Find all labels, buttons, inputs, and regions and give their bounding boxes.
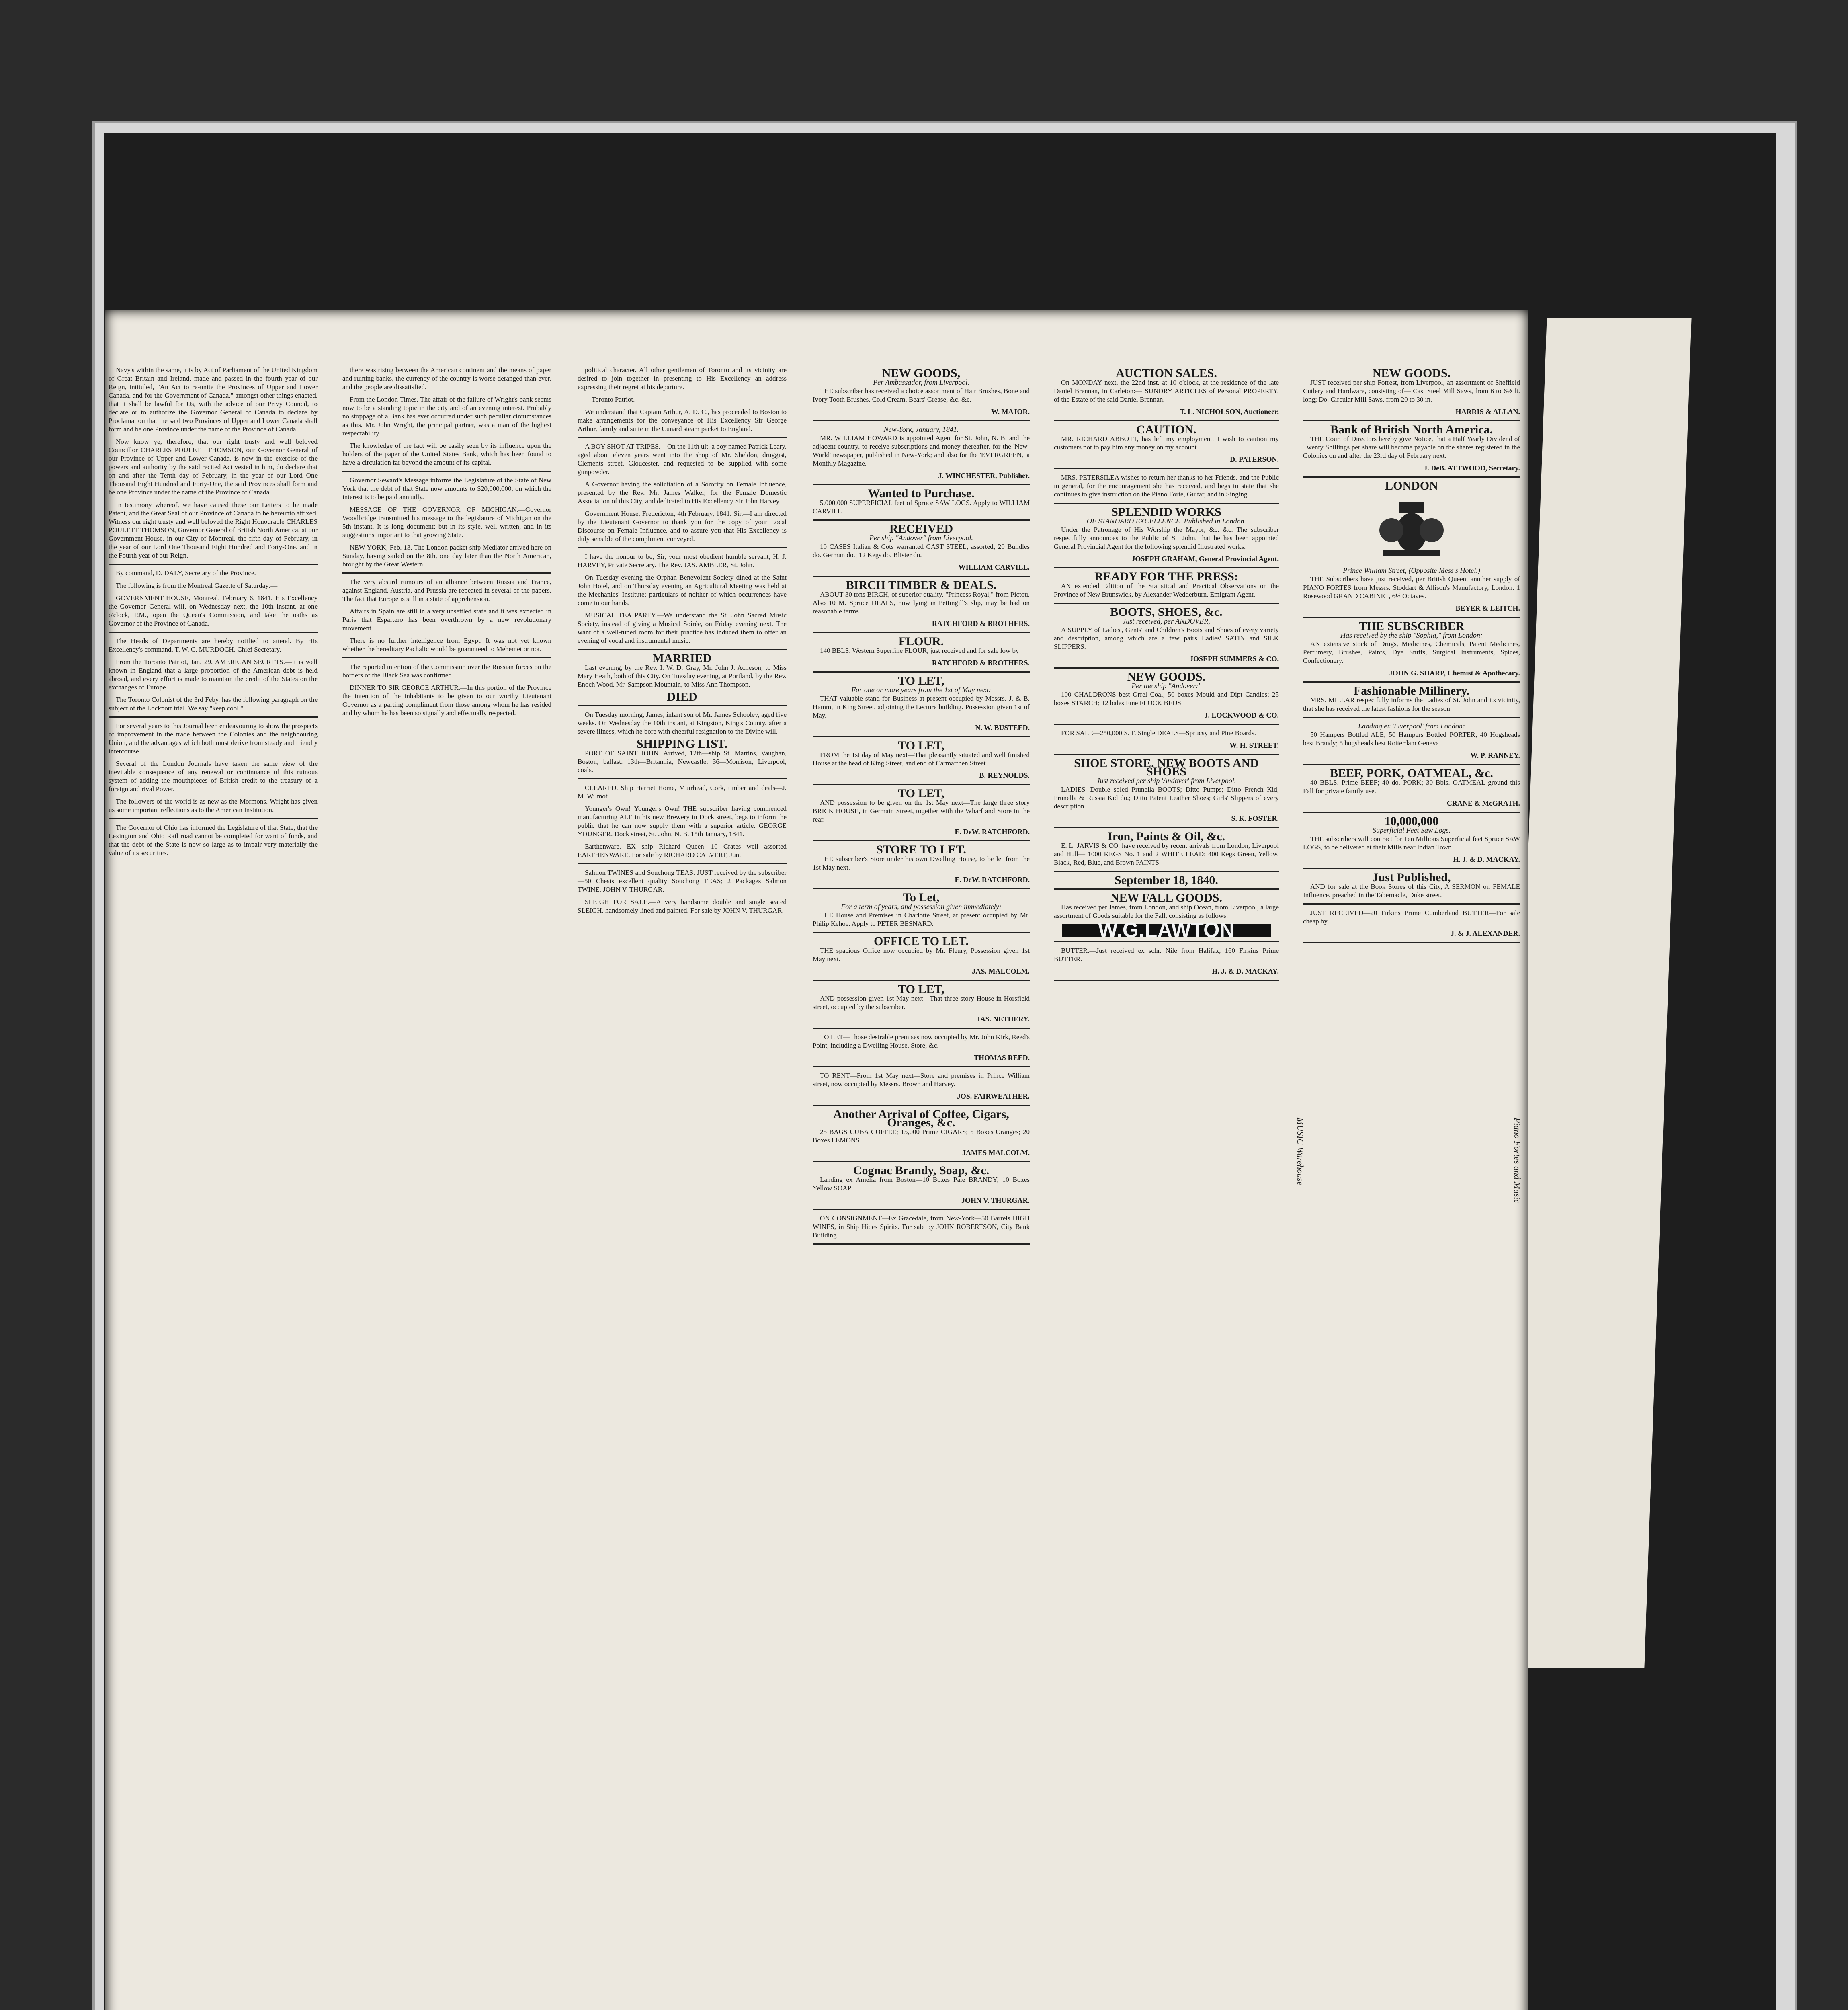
advertisement-body: MRS. PETERSILEA wishes to return her thanks to her Friends, and the Public in general, for the encouragement she has received, and begs to state that she continues to give instruction on the Piano Forte, Guitar, and in Singing. — [1054, 474, 1279, 498]
advertisement-heading: 10,000,000 — [1384, 814, 1439, 828]
advertisement-signature: JAS. MALCOLM. — [972, 967, 1030, 975]
advertisement-heading: NEW GOODS, — [882, 367, 961, 380]
column-rule — [813, 576, 1030, 577]
article-paragraph: By command, D. DALY, Secretary of the Province. — [116, 569, 256, 577]
advertisement — [1054, 505, 1279, 568]
article-paragraph: Salmon TWINES and Souchong TEAS. JUST received by the subscriber—50 Chests excellent quality Souchong TEAS; 2 Packages Salmon TWINE. JOHN V. THURGAR. — [578, 869, 787, 893]
advertisement-signature: W. MAJOR. — [991, 408, 1030, 416]
advertisement — [1054, 670, 1279, 725]
advertisement-subheading: Superficial Feet Saw Logs. — [1373, 826, 1451, 834]
advertisement-body: 5,000,000 SUPERFICIAL feet of Spruce SAW LOGS. Apply to WILLIAM CARVILL. — [813, 499, 1030, 515]
advertisement-body: A SUPPLY of Ladies', Gents' and Children's Boots and Shoes of every variety and description, among which are a few pairs Ladies' SATIN and SILK SLIPPERS. — [1054, 626, 1279, 650]
advertisement — [1303, 369, 1520, 421]
advertisement — [1054, 946, 1279, 981]
advertisement-heading: READY FOR THE PRESS: — [1094, 570, 1238, 583]
advertisement — [1054, 759, 1279, 828]
column-2 — [342, 366, 551, 721]
advertisement-body: E. L. JARVIS & CO. have received by recent arrivals from London, Liverpool and Hull— 1000 KEGS No. 1 and 2 WHITE LEAD; 400 Kegs Green, Yellow, Black, Red, Blue, and Brown PAINTS. — [1054, 842, 1279, 866]
column-rule — [109, 564, 318, 565]
advertisement — [1303, 619, 1520, 683]
article-paragraph: —Toronto Patriot. — [585, 396, 635, 403]
advertisement-signature: T. L. NICHOLSON, Auctioneer. — [1180, 408, 1279, 416]
advertisement — [1303, 769, 1520, 813]
advertisement-heading: Fashionable Millinery. — [1353, 684, 1470, 697]
advertisement-signature: JOSEPH SUMMERS & CO. — [1189, 655, 1279, 663]
advertisement-signature: J. DeB. ATTWOOD, Secretary. — [1424, 464, 1520, 472]
article-paragraph: On Tuesday morning, James, infant son of Mr. James Schooley, aged five weeks. On Wednesday the 10th instant, at Kingston, King's County, after a severe illness, which he bore with cheerful resignation to the Divine will. — [578, 711, 787, 735]
column-rule — [1303, 903, 1520, 904]
advertisement-signature: HARRIS & ALLAN. — [1455, 408, 1520, 416]
column-rule — [578, 547, 787, 548]
advertisement-subheading: OF STANDARD EXCELLENCE. Published in London. — [1086, 517, 1246, 525]
column-rule — [813, 932, 1030, 933]
advertisement-signature: RATCHFORD & BROTHERS. — [932, 619, 1030, 628]
advertisement-body: Under the Patronage of His Worship the Mayor, &c. &c. The subscriber respectfully announces to the Public of St. John, that he has been appointed General Provincial Agent for the following splendid Illustrated works. — [1054, 526, 1279, 550]
advertisement-signature: J. LOCKWOOD & CO. — [1204, 711, 1279, 719]
advertisement-signature: E. DeW. RATCHFORD. — [955, 828, 1030, 836]
advertisement-body: AND possession given 1st May next—That three story House in Horsfield street, occupied by the subscriber. — [813, 995, 1030, 1011]
advertisement — [1303, 684, 1520, 718]
advertisement — [813, 522, 1030, 577]
column-rule — [109, 818, 318, 819]
advertisement-subheading: Per the ship "Andover:" — [1131, 682, 1201, 690]
advertisement-signature: JAS. NETHERY. — [976, 1015, 1030, 1023]
advertisement — [813, 1071, 1030, 1106]
advertisement-body: 25 BAGS CUBA COFFEE; 15,000 Prime CIGARS; 5 Boxes Oranges; 20 Boxes LEMONS. — [813, 1128, 1030, 1144]
column-rule — [109, 632, 318, 633]
article-paragraph: Government House, Fredericton, 4th February, 1841. Sir,—I am directed by the Lieutenant Governor to thank you for the copy of your Local Discourse on Female Influence, and to assure you that His Excellency is duly sensible of the compliment conveyed. — [578, 510, 787, 543]
advertisement-body: 140 BBLS. Western Superfine FLOUR, just received and for sale low by — [820, 647, 1019, 654]
column-rule — [1303, 717, 1520, 718]
column-rule — [578, 863, 787, 864]
advertisement-body: FROM the 1st day of May next—That pleasantly situated and well finished House at the head of King Street, and end of Carmarthen Street. — [813, 751, 1030, 767]
column-rule — [1054, 468, 1279, 469]
advertisement-heading: BOOTS, SHOES, &c. — [1110, 605, 1223, 619]
advertisement-body: THE spacious Office now occupied by Mr. Fleury, Possession given 1st May next. — [813, 947, 1030, 963]
article-paragraph: there was rising between the American continent and the means of paper and ruining banks, the currency of the country is worse deranged than ever, and the people are dissatisfied. — [342, 366, 551, 391]
column-rule — [813, 1105, 1030, 1106]
column-4-advertisements — [813, 366, 1030, 1249]
column-5-advertisements — [1054, 366, 1279, 985]
advertisement — [1303, 873, 1520, 904]
column-rule — [813, 632, 1030, 633]
advertisement-signature: JOSEPH GRAHAM, General Provincial Agent. — [1131, 555, 1279, 563]
article-paragraph: Navy's within the same, it is by Act of Parliament of the United Kingdom of Great Britain and Ireland, made and passed in the fourth year of our Reign, intituled, "An Act to re-unite the Provinces of Upper and Lower Canada, and for the Government of Canada," amongst other things enacted, that it shall be lawful for Us, with the advice of our Privy Council, to declare or to authorize the Governor General of Canada to declare by Proclamation that the said two Provinces of Upper and Lower Canada shall form and be one Province under the name of the Province of Canada. — [109, 366, 318, 433]
advertisement-heading: STORE TO LET. — [876, 843, 966, 856]
column-rule — [1054, 754, 1279, 755]
advertisement-signature: JOHN V. THURGAR. — [961, 1196, 1030, 1204]
advertisement-body: On MONDAY next, the 22nd inst. at 10 o'clock, at the residence of the late Daniel Brennan, in Carleton:— SUNDRY ARTICLES of Personal PROPERTY, of the Estate of the said Daniel Brennan. — [1054, 379, 1279, 403]
advertisement-heading: THE SUBSCRIBER — [1358, 619, 1465, 633]
article-paragraph: SLEIGH FOR SALE.—A very handsome double and single seated SLEIGH, handsomely lined and painted. For sale by JOHN V. THURGAR. — [578, 898, 787, 914]
advertisement-signature: H. J. & D. MACKAY. — [1212, 967, 1279, 975]
column-rule — [813, 1028, 1030, 1029]
advertisement-heading: NEW FALL GOODS. — [1110, 891, 1223, 904]
advertisement-body: BUTTER.—Just received ex schr. Nile from Halifax, 160 Firkins Prime BUTTER. — [1054, 947, 1279, 963]
advertisement-signature: BEYER & LEITCH. — [1455, 604, 1520, 612]
article-paragraph: Now know ye, therefore, that our right trusty and well beloved Councillor CHARLES POULETT THOMSON, our Governor General of our Province of Upper and Lower Canada, is now in the exercise of the powers and authority by the said recited Act vested in him, do declare that on and after the Tenth day of February, in the year of our Lord One Thousand Eight Hundred and Forty-One, the said Provinces shall form and be one Province under the name of the Province of Canada. — [109, 438, 318, 496]
article-paragraph: Several of the London Journals have taken the same view of the inevitable consequence of any renewal or continuance of this ruinous system of adding the mouthpieces of British credit to the treasury of a foreign and rival Power. — [109, 760, 318, 793]
advertisement-signature: E. DeW. RATCHFORD. — [955, 876, 1030, 884]
column-rule — [813, 1161, 1030, 1162]
advertisement-body: THE subscriber's Store under his own Dwelling House, to be let from the 1st May next. — [813, 855, 1030, 871]
advertisement — [813, 1214, 1030, 1245]
advertisement-signature: J. & J. ALEXANDER. — [1450, 929, 1520, 937]
advertisement-body: THE subscriber has received a choice assortment of Hair Brushes, Bone and Ivory Tooth Brushes, Cold Cream, Bears' Grease, &c. &c. — [813, 387, 1030, 403]
article-paragraph: The followers of the world is as new as the Mormons. Wright has given us some important reflections as to the American Institution. — [109, 798, 318, 814]
advertisement — [1054, 832, 1279, 872]
article-paragraph: CLEARED. Ship Harriet Home, Muirhead, Cork, timber and deals—J. M. Wilmot. — [578, 784, 787, 800]
advertisement-heading: TO LET, — [898, 674, 944, 687]
advertisement-heading: NEW GOODS. — [1372, 367, 1451, 380]
article-paragraph: Governor Seward's Message informs the Legislature of the State of New York that the debt of that State now amounts to $20,000,000, on which the interest is to be paid annually. — [342, 476, 551, 501]
column-rule — [813, 1243, 1030, 1245]
advertisement-body: AND for sale at the Book Stores of this City, A SERMON on FEMALE Influence, preached in the Tabernacle, Duke street. — [1303, 883, 1520, 899]
advertisement-heading: SHOE STORE. NEW BOOTS AND SHOES — [1074, 757, 1259, 778]
advertisement — [813, 937, 1030, 981]
advertisement-heading: OFFICE TO LET. — [874, 935, 969, 948]
advertisement-body: JUST RECEIVED—20 Firkins Prime Cumberland BUTTER—For sale cheap by — [1303, 909, 1520, 925]
advertisement — [813, 1033, 1030, 1067]
advertisement-signature: JOHN G. SHARP, Chemist & Apothecary. — [1389, 669, 1520, 677]
advertisement — [813, 578, 1030, 633]
advertisement-heading: Just Published, — [1372, 871, 1451, 884]
column-rule — [813, 484, 1030, 485]
advertisement-body: Landing ex Amelia from Boston—10 Boxes Pale BRANDY; 10 Boxes Yellow SOAP. — [813, 1176, 1030, 1192]
advertisement-subheading: Prince William Street, (Opposite Mess's Hotel.) — [1343, 566, 1480, 574]
article-paragraph: Earthenware. EX ship Richard Queen—10 Crates well assorted EARTHENWARE. For sale by RICHARD CALVERT, Jun. — [578, 843, 787, 859]
advertisement — [1303, 814, 1520, 869]
column-rule — [813, 420, 1030, 421]
advertisement-body: TO LET—Those desirable premises now occupied by Mr. John Kirk, Reed's Point, including a Dwelling House, Store, &c. — [813, 1033, 1030, 1049]
column-rule — [813, 840, 1030, 841]
advertisement-body: LADIES' Double soled Prunella BOOTS; Ditto Pumps; Ditto French Kid, Prunella & Russia Kid do.; Ditto Patent Leather Shoes; Girls' Slippers of every description. — [1054, 786, 1279, 810]
column-rule — [1303, 420, 1520, 421]
advertisement — [1054, 891, 1279, 942]
advertisement-heading: CAUTION. — [1136, 423, 1196, 436]
advertisement-body: JUST received per ship Forrest, from Liverpool, an assortment of Sheffield Cutlery and Hardware, consisting of— Cast Steel Mill Saws, from 6 to 6½ ft. long; Do. Circular Mill Saws, from 20 to 30 in. — [1303, 379, 1520, 403]
advertisement-signature: B. REYNOLDS. — [979, 771, 1030, 779]
advertisement — [813, 425, 1030, 485]
advertisement — [1054, 369, 1279, 421]
advertisement-heading: RECEIVED — [889, 522, 953, 535]
column-rule — [1054, 603, 1279, 604]
vertical-label-right: Piano Fortes and Music — [1512, 1118, 1522, 1204]
advertisement — [813, 489, 1030, 521]
article-paragraph: MESSAGE OF THE GOVERNOR OF MICHIGAN.—Governor Woodbridge transmitted his message to the legislature of Michigan on the 5th instant. It is long document; but in its style, well written, and in its suggestions important to that growing State. — [342, 506, 551, 539]
article-paragraph: The reported intention of the Commission over the Russian forces on the borders of the Black Sea was confirmed. — [342, 663, 551, 679]
article-paragraph: Affairs in Spain are still in a very unsettled state and it was expected in Paris that Espartero has been overthrown by a new revolutionary movement. — [342, 607, 551, 632]
article-paragraph: The following is from the Montreal Gazette of Saturday:— — [116, 582, 278, 589]
column-rule — [813, 784, 1030, 785]
advertisement — [1303, 909, 1520, 943]
column-rule — [578, 705, 787, 706]
advertisement-subheading: Just received per ship 'Andover' from Liverpool. — [1096, 777, 1236, 785]
advertisement-signature: RATCHFORD & BROTHERS. — [932, 659, 1030, 667]
column-rule — [813, 736, 1030, 737]
article-paragraph: GOVERNMENT HOUSE, Montreal, February 6, 1841. His Excellency the Governor General will, on Wednesday next, the 10th instant, at one o'clock, P.M., open the Queen's Commission, and take the oaths as Governor of the Province of Canada. — [109, 594, 318, 627]
column-rule — [813, 1209, 1030, 1210]
advertisement-body: ON CONSIGNMENT—Ex Gracedale, from New-York—50 Barrels HIGH WINES, in Ship Hides Spirits. For sale by JOHN ROBERTSON, City Bank Building. — [813, 1214, 1030, 1239]
advertisement-subheading: New-York, January, 1841. — [883, 425, 959, 433]
advertisement — [813, 637, 1030, 673]
column-rule — [1303, 812, 1520, 813]
column-rule — [1303, 942, 1520, 943]
advertisement — [813, 369, 1030, 421]
advertisement-heading: Wanted to Purchase. — [868, 487, 975, 500]
advertisement-heading: FLOUR. — [898, 635, 944, 648]
advertisement-body: TO RENT—From 1st May next—Store and premises in Prince William street, now occupied by Messrs. Brown and Harvey. — [813, 1072, 1030, 1088]
advertisement-heading: Bank of British North America. — [1330, 423, 1493, 436]
column-rule — [1054, 667, 1279, 669]
column-rule — [1054, 827, 1279, 828]
article-paragraph: From the London Times. The affair of the failure of Wright's bank seems now to be a standing topic in the city and of an evening interest. Probably no stoppage of a Bank has ever occurred under such peculiar circumstances as this. Mr. John Wright, the principal partner, was a man of the highest respectability. — [342, 396, 551, 437]
column-rule — [342, 657, 551, 658]
section-heading: SHIPPING LIST. — [636, 737, 728, 751]
advertisement-heading: BEEF, PORK, OATMEAL, &c. — [1330, 767, 1493, 780]
advertisement-heading: Iron, Paints & Oil, &c. — [1108, 830, 1225, 843]
advertisement-heading: Cognac Brandy, Soap, &c. — [853, 1164, 990, 1177]
advertisement-subheading: Per ship "Andover" from Liverpool. — [869, 534, 973, 542]
advertisement — [1054, 729, 1279, 755]
advertisement-body: ABOUT 30 tons BIRCH, of superior quality, "Princess Royal," from Pictou. Also 10 M. Spruce DEALS, now lying in Pettingill's slip, may be had on reasonable terms. — [813, 591, 1030, 615]
advertisement — [813, 674, 1030, 737]
article-paragraph: The Governor of Ohio has informed the Legislature of that State, that the Lexington and Ohio Rail road cannot be completed for want of funds, and that the debt of the State is now so large as to impair very materially the value of its securities. — [109, 824, 318, 857]
column-rule — [813, 1066, 1030, 1067]
column-rule — [342, 471, 551, 472]
article-paragraph: MUSICAL TEA PARTY.—We understand the St. John Sacred Music Society, instead of giving a Musical Soirée, on Friday evening next. The want of a well-tuned room for their practice has induced them to offer an evening of vocal and instrumental music. — [578, 611, 787, 644]
advertisement — [1054, 572, 1279, 604]
column-rule — [1054, 888, 1279, 890]
article-paragraph: political character. All other gentlemen of Toronto and its vicinity are desired to join together in presenting to His Excellency an address expressing their regret at his departure. — [578, 366, 787, 391]
advertisement-heading: LONDON — [1385, 479, 1438, 492]
advertisement — [813, 845, 1030, 889]
advertisement — [813, 1110, 1030, 1162]
advertisement-signature: J. WINCHESTER, Publisher. — [938, 472, 1030, 480]
advertisement-body: AN extended Edition of the Statistical and Practical Observations on the Province of New Brunswick, by Alexander Wedderburn, Emigrant Agent. — [1054, 582, 1279, 598]
advertisement-subheading: Landing ex 'Liverpool' from London: — [1358, 722, 1465, 730]
column-3 — [578, 366, 787, 919]
advertisement-body: 10 CASES Italian & Cots warranted CAST STEEL, assorted; 20 Bundles do. German do.; 12 Kegs do. Blister do. — [813, 543, 1030, 559]
article-paragraph: The Toronto Colonist of the 3rd Feby. has the following paragraph on the subject of the Lockport trial. We say "keep cool." — [109, 696, 318, 712]
advertisement-body: AN extensive stock of Drugs, Medicines, Chemicals, Patent Medicines, Perfumery, Brushes, Paints, Dye Stuffs, Surgical Instruments, Spices, Confectionery. — [1303, 640, 1520, 665]
advertisement-body: FOR SALE—250,000 S. F. Single DEALS—Sprucsy and Pine Boards. — [1061, 729, 1256, 737]
advertisement-signature: CRANE & McGRATH. — [1446, 799, 1520, 807]
advertisement-signature: JOS. FAIRWEATHER. — [957, 1092, 1030, 1100]
column-rule — [1303, 617, 1520, 618]
royal-crest-icon — [1371, 494, 1452, 562]
article-paragraph: A Governor having the solicitation of a Sorority on Female Influence, presented by the Rev. Mr. James Walker, for the Female Domestic Association of this City, and dedicated to His Excellency Sir John Harvey. — [578, 480, 787, 505]
column-rule — [813, 519, 1030, 521]
advertisement-signature: H. J. & D. MACKAY. — [1453, 855, 1520, 863]
column-rule — [578, 649, 787, 650]
advertisement-heading: SPLENDID WORKS — [1111, 505, 1221, 519]
article-paragraph: In testimony whereof, we have caused these our Letters to be made Patent, and the Great Seal of our Province of Canada to be hereunto affixed. Witness our right trusty and well beloved the Right Honourable CHARLES POULETT THOMSON, Governor General of British North America, at our Government House, in our City of Montreal, the fifth day of February, in the year of our Lord One Thousand Eight Hundred and Forty-One, and in the Fourth year of our Reign. — [109, 501, 318, 559]
article-paragraph: Last evening, by the Rev. I. W. D. Gray, Mr. John J. Acheson, to Miss Mary Heath, both of this City. On Tuesday evening, at Portland, by the Rev. Enoch Wood, Mr. Sampson Mountain, to Miss Ann Thompson. — [578, 664, 787, 688]
advertisement-heading: BIRCH TIMBER & DEALS. — [846, 578, 997, 592]
column-rule — [1054, 871, 1279, 872]
advertisement-body: THE Subscribers have just received, per British Queen, another supply of PIANO FORTES from Messrs. Stoddart & Allison's Manufactory, London. 1 Rosewood GRAND CABINET, 6½ Octaves. — [1303, 575, 1520, 600]
column-rule — [1303, 681, 1520, 683]
column-6-advertisements — [1303, 366, 1520, 947]
article-paragraph: The very absurd rumours of an alliance between Russia and France, against England, Austria, and Prussia are repeated in several of the papers. The fact that Europe is still in a state of apprehension. — [342, 578, 551, 603]
advertisement-heading: Another Arrival of Coffee, Cigars, Oranges, &c. — [833, 1108, 1009, 1129]
column-rule — [578, 437, 787, 438]
advertisement — [1054, 473, 1279, 504]
column-1 — [109, 366, 318, 861]
advertisement-subheading: Per Ambassador, from Liverpool. — [873, 378, 969, 386]
advertisement — [1054, 876, 1279, 890]
advertisement — [1054, 425, 1279, 469]
column-rule — [1054, 503, 1279, 504]
lawton-banner: W.G.LAWTON — [1062, 924, 1271, 937]
article-paragraph: For several years to this Journal been endeavouring to show the prospects of improvement in the trade between the Colonies and the neighbouring Union, and the advantages which both must derive from steady and friendly intercourse. — [109, 722, 318, 755]
advertisement-signature: W. H. STREET. — [1229, 741, 1279, 749]
advertisement-subheading: Has received by the ship "Sophia," from London: — [1340, 631, 1483, 639]
column-rule — [1303, 764, 1520, 765]
column-rule — [813, 888, 1030, 889]
advertisement-heading: To Let, — [903, 891, 940, 904]
advertisement-heading: September 18, 1840. — [1115, 874, 1218, 887]
advertisement — [813, 741, 1030, 785]
article-paragraph: I have the honour to be, Sir, your most obedient humble servant, H. J. HARVEY, Private Secretary. The Rev. JAS. AMBLER, St. John. — [578, 553, 787, 569]
advertisement-body: AND possession to be given on the 1st May next—The large three story BRICK HOUSE, in Germain Street, together with the Wharf and Store in the rear. — [813, 799, 1030, 823]
advertisement-subheading: Just received, per ANDOVER, — [1123, 617, 1210, 625]
advertisement-body: THE Court of Directors hereby give Notice, that a Half Yearly Dividend of Twenty Shillings per share will become payable on the shares registered in the Colonies on and after the 23rd day of February next. — [1303, 435, 1520, 459]
advertisement-heading: AUCTION SALES. — [1116, 367, 1217, 380]
article-paragraph: On Tuesday evening the Orphan Benevolent Society dined at the Saint John Hotel, and on Thursday evening an Agricultural Meeting was held at the Mechanics' Institute; particulars of neither of which occurrences have come to our hands. — [578, 574, 787, 607]
advertisement — [1303, 479, 1520, 618]
advertisement — [1303, 425, 1520, 478]
article-paragraph: From the Toronto Patriot, Jan. 29. AMERICAN SECRETS.—It is well known in England that a large proportion of the American debt is held abroad, and every effort is made to maintain the credit of the States on the exchanges of Europe. — [109, 658, 318, 691]
advertisement-signature: W. P. RANNEY. — [1470, 751, 1520, 759]
column-rule — [1054, 724, 1279, 725]
advertisement-body: THAT valuable stand for Business at present occupied by Messrs. J. & B. Hamm, in King Street, adjoining the Lecture building. Possession given 1st of May. — [813, 695, 1030, 719]
advertisement — [813, 893, 1030, 933]
advertisement-body: MR. RICHARD ABBOTT, has left my employment. I wish to caution my customers not to pay him any money on my account. — [1054, 435, 1279, 451]
column-rule — [1303, 476, 1520, 478]
advertisement-heading: TO LET, — [898, 982, 944, 996]
advertisement-body: 100 CHALDRONS best Orrel Coal; 50 boxes Mould and Dipt Candles; 25 boxes STARCH; 12 bales Fine FLOCK BEDS. — [1054, 691, 1279, 707]
column-rule — [1054, 567, 1279, 568]
advertisement-subheading: For a term of years, and possession given immediately: — [841, 902, 1002, 911]
article-paragraph: NEW YORK, Feb. 13. The London packet ship Mediator arrived here on Sunday, having sailed on the 8th, one day later than the North American, brought by the Great Western. — [342, 544, 551, 568]
advertisement-signature: N. W. BUSTEED. — [975, 724, 1030, 732]
advertisement-body: MRS. MILLAR respectfully informs the Ladies of St. John and its vicinity, that she has received the latest fashions for the season. — [1303, 696, 1520, 712]
column-rule — [813, 671, 1030, 673]
advertisement — [813, 1166, 1030, 1210]
article-paragraph: Younger's Own! Younger's Own! THE subscriber having commenced manufacturing ALE in his new Brewery in Dock street, begs to inform the public that he can now supply them with a superior article. GEORGE YOUNGER. Dock street, St. John, N. B. 15th January, 1841. — [578, 805, 787, 838]
advertisement — [1303, 722, 1520, 765]
advertisement-body: THE subscribers will contract for Ten Millions Superficial feet Spruce SAW LOGS, to be delivered at their Mills near Indian Town. — [1303, 835, 1520, 851]
advertisement-subheading: For one or more years from the 1st of May next: — [851, 686, 991, 694]
advertisement-body: 50 Hampers Bottled ALE; 50 Hampers Bottled PORTER; 40 Hogsheads best Brandy; 5 hogsheads best Rotterdam Geneva. — [1303, 731, 1520, 747]
advertisement-body: Has received per James, from London, and ship Ocean, from Liverpool, a large assortment of Goods suitable for the Fall, consisting as follows: — [1054, 903, 1279, 919]
article-paragraph: DINNER TO SIR GEORGE ARTHUR.—In this portion of the Province the intention of the inhabitants to be given to our worthy Lieutenant Governor as a parting compliment from those among whom he has resided and by whom he has been so signally and effectually respected. — [342, 684, 551, 717]
article-paragraph: We understand that Captain Arthur, A. D. C., has proceeded to Boston to make arrangements for the conveyance of His Excellency Sir George Arthur, family and suite in the Cunard steam packet to England. — [578, 408, 787, 433]
section-heading: MARRIED — [652, 652, 712, 665]
column-rule — [1054, 420, 1279, 421]
advertisement-heading: NEW GOODS. — [1127, 670, 1206, 683]
advertisement — [813, 982, 1030, 1029]
advertisement-signature: D. PATERSON. — [1230, 455, 1279, 464]
article-paragraph: PORT OF SAINT JOHN. Arrived, 12th—ship St. Martins, Vaughan, Boston, ballast. 13th—Britannia, Newcastle, 36—Morrison, Liverpool, coals. — [578, 749, 787, 774]
article-paragraph: The knowledge of the fact will be easily seen by its influence upon the holders of the paper of the United States Bank, which has been found to have a circulation far beyond the amount of its capital. — [342, 442, 551, 466]
section-heading: DIED — [667, 690, 697, 704]
advertisement-body: 40 BBLS. Prime BEEF; 40 do. PORK; 30 Bbls. OATMEAL ground this Fall for private family use. — [1303, 779, 1520, 795]
vertical-label-left: MUSIC Warehouse — [1295, 1118, 1305, 1185]
advertisement-body: MR. WILLIAM HOWARD is appointed Agent for St. John, N. B. and the adjacent country, to receive subscriptions and money thereafter, for the 'New-World' newspaper, published in New-York; and also for the 'EVERGREEN,' a Monthly Magazine. — [813, 434, 1030, 467]
advertisement-signature: WILLIAM CARVILL. — [958, 563, 1030, 571]
advertisement — [1054, 605, 1279, 669]
column-rule — [813, 980, 1030, 981]
column-rule — [109, 716, 318, 718]
column-rule — [578, 778, 787, 779]
article-paragraph: There is no further intelligence from Egypt. It was not yet known whether the hereditary Pachalic would be guaranteed to Mehemet or not. — [342, 637, 551, 653]
column-rule — [1303, 868, 1520, 869]
advertisement-heading: TO LET, — [898, 787, 944, 800]
advertisement-signature: JAMES MALCOLM. — [962, 1149, 1030, 1157]
column-rule — [342, 572, 551, 574]
article-paragraph: A BOY SHOT AT TRIPES.—On the 11th ult. a boy named Patrick Leary, aged about eleven years went into the shop of Mr. Sheldon, druggist, Clements street, Gloucester, and requested to be supplied with some gunpowder. — [578, 443, 787, 476]
advertisement-signature: S. K. FOSTER. — [1231, 814, 1279, 822]
advertisement-body: THE House and Premises in Charlotte Street, at present occupied by Mr. Philip Kehoe. Apply to PETER BESNARD. — [813, 911, 1030, 927]
column-rule — [1054, 980, 1279, 981]
newspaper-page — [105, 310, 1528, 2010]
advertisement — [813, 789, 1030, 841]
article-paragraph: The Heads of Departments are hereby notified to attend. By His Excellency's command, T. W. C. MURDOCH, Chief Secretary. — [109, 637, 318, 653]
advertisement-signature: THOMAS REED. — [973, 1054, 1030, 1062]
advertisement-heading: TO LET, — [898, 739, 944, 752]
